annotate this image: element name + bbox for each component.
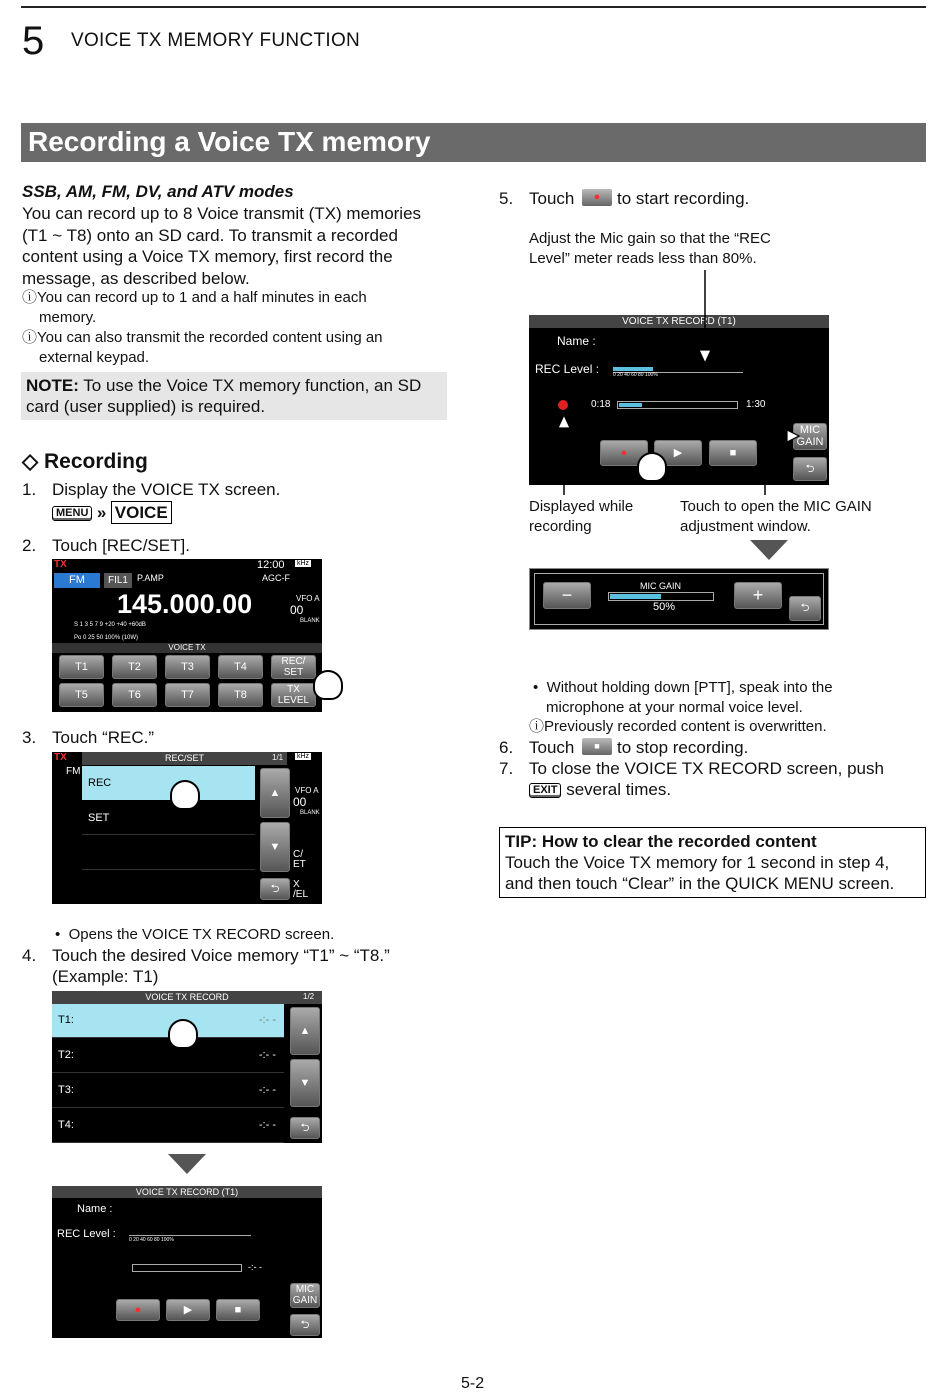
adjust-text: Adjust the Mic gain so that the “REC Level” meter reads less than 80%. <box>529 230 771 267</box>
info-note-2: ⓘYou can also transmit the recorded content using an external keypad. <box>22 329 383 366</box>
screen-voice-tx-record: VOICE TX RECORD 1/2 T1: -:- - T2: -:- - T3: -:- - T4: -:- - ▲ ▼ ⮌ <box>52 991 322 1143</box>
rec-item[interactable]: REC <box>82 766 255 800</box>
stop-button-icon: ■ <box>582 738 612 755</box>
tip-box: TIP: How to clear the recorded content Touch the Voice TX memory for 1 second in step 4, and then touch “Clear” in the QUICK MENU screen. <box>499 827 926 898</box>
screen-mic-gain: − MIC GAIN 50% + ⮌ <box>529 568 829 630</box>
diamond-icon: ◇ <box>22 450 39 473</box>
callout-lines <box>529 270 829 500</box>
mic-gain-button[interactable]: MIC GAIN <box>793 423 827 450</box>
note-box: NOTE: To use the Voice TX memory function, an SD card (user supplied) is required. <box>21 372 447 420</box>
down-arrow-icon <box>168 1154 206 1174</box>
back-icon[interactable]: ⮌ <box>290 1117 320 1139</box>
scroll-up-icon[interactable]: ▲ <box>290 1007 320 1055</box>
t6-button: T6 <box>112 683 157 707</box>
menu-key: MENU <box>52 506 92 521</box>
down-arrow-icon <box>750 540 788 560</box>
record-button[interactable]: ● <box>600 440 648 466</box>
section-banner: Recording a Voice TX memory <box>21 123 926 162</box>
step-2: 2. Touch [REC/SET]. <box>22 536 190 555</box>
play-button[interactable]: ▶ <box>654 440 702 466</box>
stop-button[interactable]: ■ <box>216 1299 260 1321</box>
displayed-caption: Displayed while recording <box>529 498 634 535</box>
intro-text: You can record up to 8 Voice transmit (TX) memories (T1 ~ T8) onto an SD card. To transmit a recorded content using a Voice TX memory, first record the message, as described below. <box>22 204 422 288</box>
screen-main: TX 12:00 kHz FM FIL1 P.AMP AGC-F 145.000.00 VFO A 00 BLANK S 1 3 5 7 9 +20 +40 +60dB Po 0 25 50 100% (10W) VOICE TX T1 T2 T3 T4 REC/ SET T5 T6 T7 T8 TX LEVEL <box>52 559 322 712</box>
mic-gain-minus-button[interactable]: − <box>543 582 591 609</box>
scroll-down-icon[interactable]: ▼ <box>260 822 290 872</box>
info-note-1: ⓘYou can record up to 1 and a half minutes in each memory. <box>22 289 367 326</box>
t2-row[interactable]: T2: -:- - <box>52 1039 284 1073</box>
header-rule <box>21 6 926 8</box>
t4-row[interactable]: T4: -:- - <box>52 1109 284 1143</box>
t5-button: T5 <box>59 683 104 707</box>
mic-gain-button[interactable]: MIC GAIN <box>290 1283 320 1308</box>
screen-record-active: VOICE TX RECORD (T1) Name : REC Level : 0 20 40 60 80 100% 0:18 1:30 ● ▶ ■ MIC GAIN ⮌ <box>529 315 829 485</box>
t3-row[interactable]: T3: -:- - <box>52 1074 284 1108</box>
scroll-down-icon[interactable]: ▼ <box>290 1059 320 1107</box>
t2-button: T2 <box>112 655 157 679</box>
t1-button: T1 <box>59 655 104 679</box>
t3-button: T3 <box>165 655 210 679</box>
modes-heading: SSB, AM, FM, DV, and ATV modes <box>22 182 294 201</box>
play-button[interactable]: ▶ <box>166 1299 210 1321</box>
record-button-icon: ● <box>582 189 612 206</box>
info-icon: ⓘ <box>22 289 38 306</box>
mic-gain-fill <box>610 594 661 599</box>
chapter-title: VOICE TX MEMORY FUNCTION <box>71 30 361 51</box>
t8-button: T8 <box>218 683 263 707</box>
scroll-up-icon[interactable]: ▲ <box>260 768 290 818</box>
record-button[interactable]: ● <box>116 1299 160 1321</box>
rec-set-button: REC/ SET <box>271 655 316 679</box>
step-6: 6. Touch ■ to stop recording. <box>499 738 749 757</box>
bullet-opens: • Opens the VOICE TX RECORD screen. <box>55 926 335 943</box>
t4-button: T4 <box>218 655 263 679</box>
bullet-without: • Without holding down [PTT], speak into the microphone at your normal voice level. <box>533 679 833 716</box>
hand-pointer-icon <box>168 1019 198 1049</box>
touch-caption: Touch to open the MIC GAIN adjustment window. <box>680 498 872 535</box>
step-5: 5. Touch ● to start recording. <box>499 189 750 208</box>
step-4: 4. Touch the desired Voice memory “T1” ~ “T8.” (Example: T1) <box>22 946 390 986</box>
exit-key: EXIT <box>529 783 561 798</box>
t7-button: T7 <box>165 683 210 707</box>
hand-pointer-icon <box>313 670 343 700</box>
recording-heading: ◇ Recording <box>22 450 148 473</box>
chapter-number: 5 <box>22 19 45 63</box>
voice-key: VOICE <box>111 501 172 524</box>
back-icon[interactable]: ⮌ <box>260 878 290 900</box>
menu-voice-keys: MENU » VOICE <box>52 501 172 524</box>
info-icon: ⓘ <box>22 329 38 346</box>
step-1: 1. Display the VOICE TX screen. <box>22 480 281 499</box>
screen-record-idle: VOICE TX RECORD (T1) Name : REC Level : 0 20 40 60 80 100% -:- - ● ▶ ■ MIC GAIN ⮌ <box>52 1186 322 1338</box>
step-7: 7. To close the VOICE TX RECORD screen, push EXIT several times. <box>499 759 884 799</box>
screen-rec-set: TX REC/SET 1/1 kHz FM REC SET ▲ ▼ ⮌ VFO A 00 BLANK C/ ET X /EL <box>52 752 322 904</box>
page-number: 5-2 <box>461 1375 485 1392</box>
info-icon: ⓘ <box>529 718 545 735</box>
set-item[interactable]: SET <box>82 801 255 835</box>
back-icon[interactable]: ⮌ <box>789 596 821 621</box>
mic-gain-plus-button[interactable]: + <box>734 582 782 609</box>
tx-level-button: TX LEVEL <box>271 683 316 707</box>
back-icon[interactable]: ⮌ <box>793 457 827 481</box>
step-3: 3. Touch “REC.” <box>22 728 155 747</box>
info-previously: ⓘPreviously recorded content is overwritten. <box>529 718 827 735</box>
hand-pointer-icon <box>170 780 200 810</box>
back-icon[interactable]: ⮌ <box>290 1314 320 1336</box>
t1-row[interactable]: T1: -:- - <box>52 1004 284 1038</box>
stop-button[interactable]: ■ <box>709 440 757 466</box>
